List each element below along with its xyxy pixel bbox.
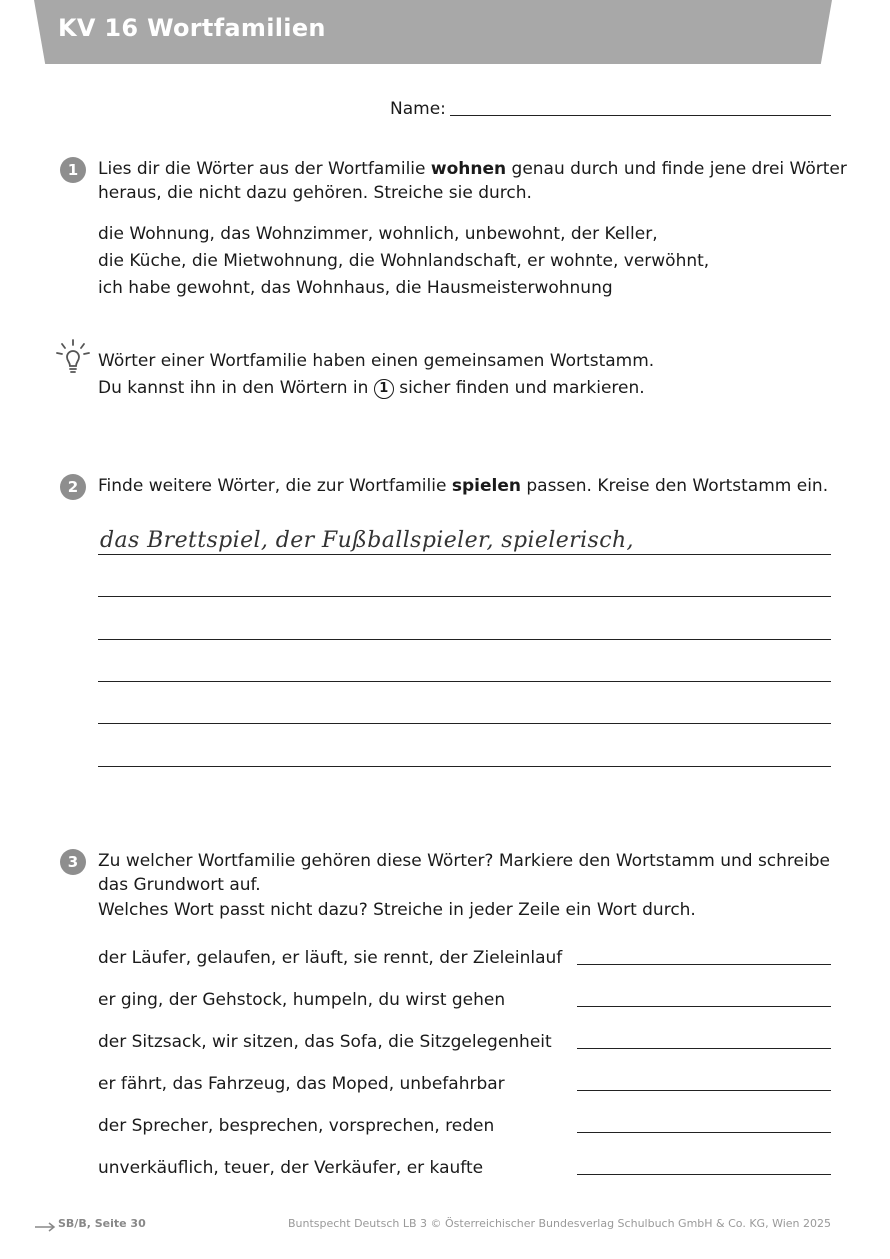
task-1-instruction-line2: heraus, die nicht dazu gehören. Streiche sie durch.	[98, 183, 532, 203]
answer-line[interactable]	[577, 1006, 831, 1007]
name-label: Name:	[390, 99, 446, 119]
task-1-word-line[interactable]: die Küche, die Mietwohnung, die Wohnlandschaft, er wohnte, verwöhnt,	[98, 251, 710, 271]
footer-page-reference: SB/B, Seite 30	[58, 1217, 146, 1230]
footer-copyright: Buntspecht Deutsch LB 3 © Österreichischer Bundesverlag Schulbuch GmbH & Co. KG, Wien 2025	[287, 1217, 831, 1230]
task-1-word-line[interactable]: die Wohnung, das Wohnzimmer, wohnlich, unbewohnt, der Keller,	[98, 224, 658, 244]
answer-line[interactable]	[577, 1174, 831, 1175]
task-3-word-row[interactable]: der Sitzsack, wir sitzen, das Sofa, die Sitzgelegenheit	[98, 1032, 552, 1052]
keyword-wohnen: wohnen	[430, 159, 507, 179]
arrow-right-icon	[34, 1218, 58, 1230]
writing-line[interactable]	[98, 681, 831, 682]
handwritten-example: das Brettspiel, der Fußballspieler, spielerisch,	[100, 528, 634, 553]
task-3-word-row[interactable]: der Sprecher, besprechen, vorsprechen, reden	[98, 1116, 495, 1136]
task-2-number: 2	[60, 474, 86, 500]
task-3-number: 3	[60, 849, 86, 875]
writing-line[interactable]	[98, 596, 831, 597]
writing-line[interactable]	[98, 639, 831, 640]
writing-line[interactable]	[98, 554, 831, 555]
task-3-word-row[interactable]: er ging, der Gehstock, humpeln, du wirst gehen	[98, 990, 506, 1010]
writing-line[interactable]	[98, 723, 831, 724]
task-3-instruction-line1: Zu welcher Wortfamilie gehören diese Wörter? Markiere den Wortstamm und schreibe	[98, 851, 830, 871]
lightbulb-icon	[56, 338, 92, 378]
page-title: KV 16 Wortfamilien	[58, 14, 326, 42]
answer-line[interactable]	[577, 1090, 831, 1091]
task-1-number: 1	[60, 157, 86, 183]
writing-line[interactable]	[98, 766, 831, 767]
answer-line[interactable]	[577, 1048, 831, 1049]
task-1-word-line[interactable]: ich habe gewohnt, das Wohnhaus, die Hausmeisterwohnung	[98, 278, 613, 298]
task-3-instruction-line2: das Grundwort auf.	[98, 875, 261, 895]
answer-line[interactable]	[577, 964, 831, 965]
task-1-instruction-line1: Lies dir die Wörter aus der Wortfamilie wohnen genau durch und finde jene drei Wörter	[98, 159, 847, 179]
task-3-word-row[interactable]: er fährt, das Fahrzeug, das Moped, unbefahrbar	[98, 1074, 505, 1094]
task-1-reference-badge: 1	[374, 379, 394, 399]
keyword-spielen: spielen	[451, 476, 521, 496]
task-3-word-row[interactable]: unverkäuflich, teuer, der Verkäufer, er kaufte	[98, 1158, 484, 1178]
tip-line2: Du kannst ihn in den Wörtern in 1 sicher finden und markieren.	[98, 378, 645, 398]
task-3-instruction-line3: Welches Wort passt nicht dazu? Streiche in jeder Zeile ein Wort durch.	[98, 900, 696, 920]
tip-line1: Wörter einer Wortfamilie haben einen gemeinsamen Wortstamm.	[98, 351, 655, 371]
answer-line[interactable]	[577, 1132, 831, 1133]
task-3-word-row[interactable]: der Läufer, gelaufen, er läuft, sie rennt, der Zieleinlauf	[98, 948, 563, 968]
task-2-instruction: Finde weitere Wörter, die zur Wortfamilie spielen passen. Kreise den Wortstamm ein.	[98, 476, 829, 496]
name-input-line[interactable]	[450, 115, 831, 116]
